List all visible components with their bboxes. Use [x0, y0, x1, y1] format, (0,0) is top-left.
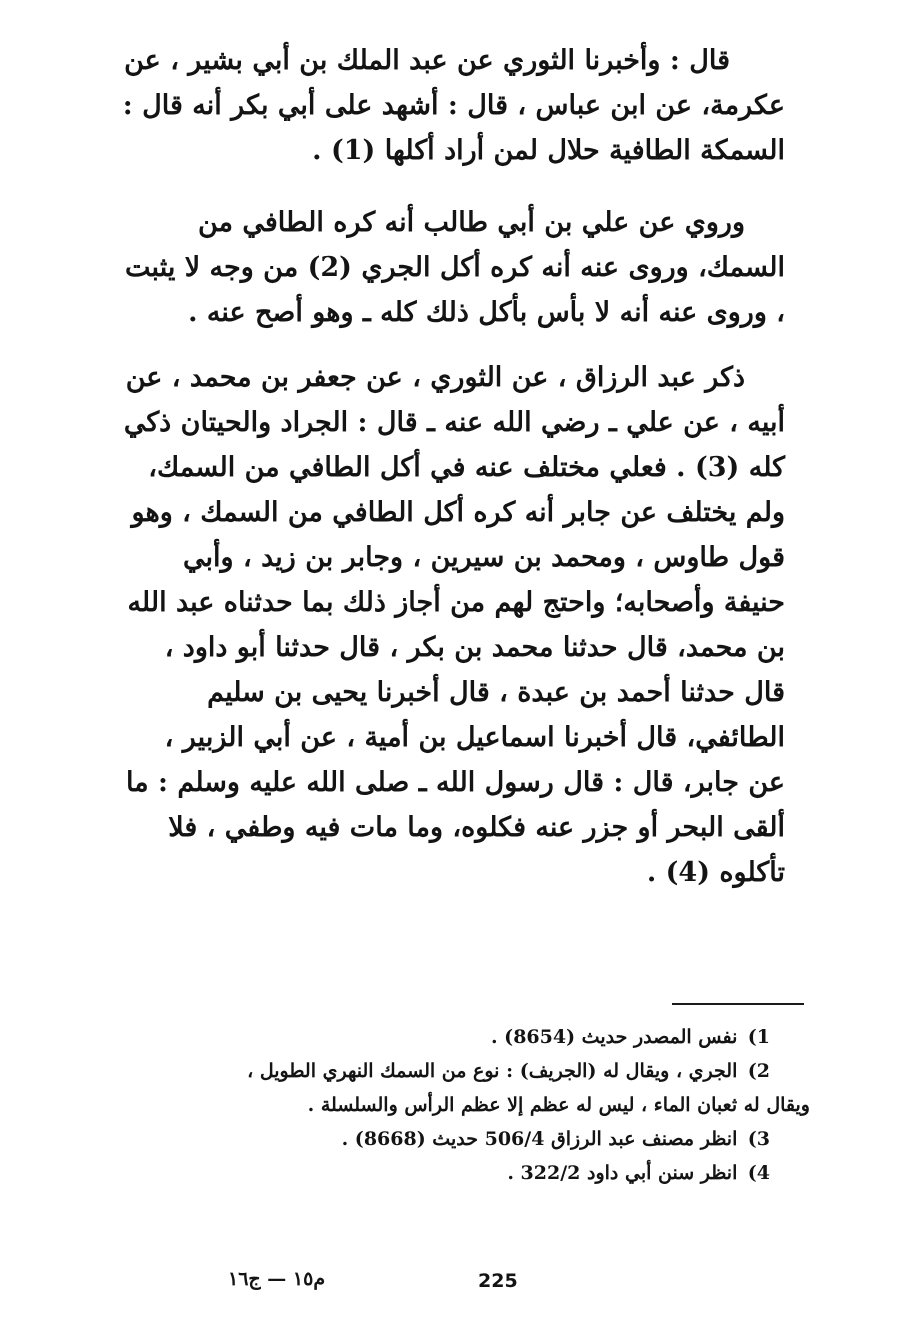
paragraph-3: ذكر عبد الرزاق ، عن الثوري ، عن جعفر بن محمد ، عن أبيه ، عن علي ـ رضي الله عنه ـ قال : الجراد والحيتان ذكي كله (3) . فعلي مختلف عنه في أكل الطافي من السمك، ولم يختلف عن جابر أنه كره أكل الطافي من السمك ، وهو قول طاوس ، ومحمد بن سيرين ، وجابر بن زيد ، وأبي حنيفة وأصحابه؛ واحتج لهم من أجاز ذلك بما حدثناه عبد الله بن محمد، قال حدثنا محمد بن بكر ، قال حدثنا أبو داود ، قال حدثنا أحمد بن عبدة ، قال أخبرنا يحيى بن سليم الطائفي، قال أخبرنا اسماعيل بن أمية ، عن أبي الزبير ، عن جابر، قال : قال رسول الله ـ صلى الله عليه وسلم : ما ألقى البحر أو جزر عنه فكلوه، وما مات فيه وطفي ، فلا تأكلوه (4) . [123, 362, 785, 888]
page-footer [0, 1262, 909, 1296]
footnote-4 [120, 1156, 770, 1190]
page-number: 225 [478, 1270, 518, 1292]
footnote-number: 1) [747, 1026, 770, 1048]
paragraph-1: قال : وأخبرنا الثوري عن عبد الملك بن أبي بشير ، عن عكرمة، عن ابن عباس ، قال : أشهد على أبي بكر أنه قال : السمكة الطافية حلال لمن أراد أكلها (1) . [122, 45, 785, 166]
footnote-text: ويقال له ثعبان الماء ، ليس له عظم إلا عظم الرأس والسلسلة . [307, 1094, 810, 1116]
footnotes [120, 1020, 810, 1190]
footnote-text: الجري ، ويقال له (الجريف) : نوع من السمك النهري الطويل ، [247, 1060, 738, 1082]
signature-mark: م١٥ — ج١٦ [228, 1268, 326, 1290]
footnote-number: 4) [747, 1162, 770, 1184]
footnote-text: انظر سنن أبي داود 322/2 . [507, 1162, 738, 1184]
paragraph-2: وروي عن علي بن أبي طالب أنه كره الطافي من السمك، وروى عنه أنه كره أكل الجري (2) من وجه لا يثبت ، وروى عنه أنه لا بأس بأكل ذلك كله ـ وهو أصح عنه . [125, 207, 785, 328]
footnote-2 [120, 1054, 770, 1088]
footnote-3 [120, 1122, 770, 1156]
footnote-separator [672, 1003, 804, 1005]
footnote-text: انظر مصنف عبد الرزاق 506/4 حديث (8668) . [341, 1128, 738, 1150]
footnote-1 [120, 1020, 770, 1054]
footnote-2-continuation [120, 1088, 810, 1122]
footnote-text: نفس المصدر حديث (8654) . [490, 1026, 738, 1048]
footnote-number: 3) [747, 1128, 770, 1150]
footnote-number: 2) [747, 1060, 770, 1082]
